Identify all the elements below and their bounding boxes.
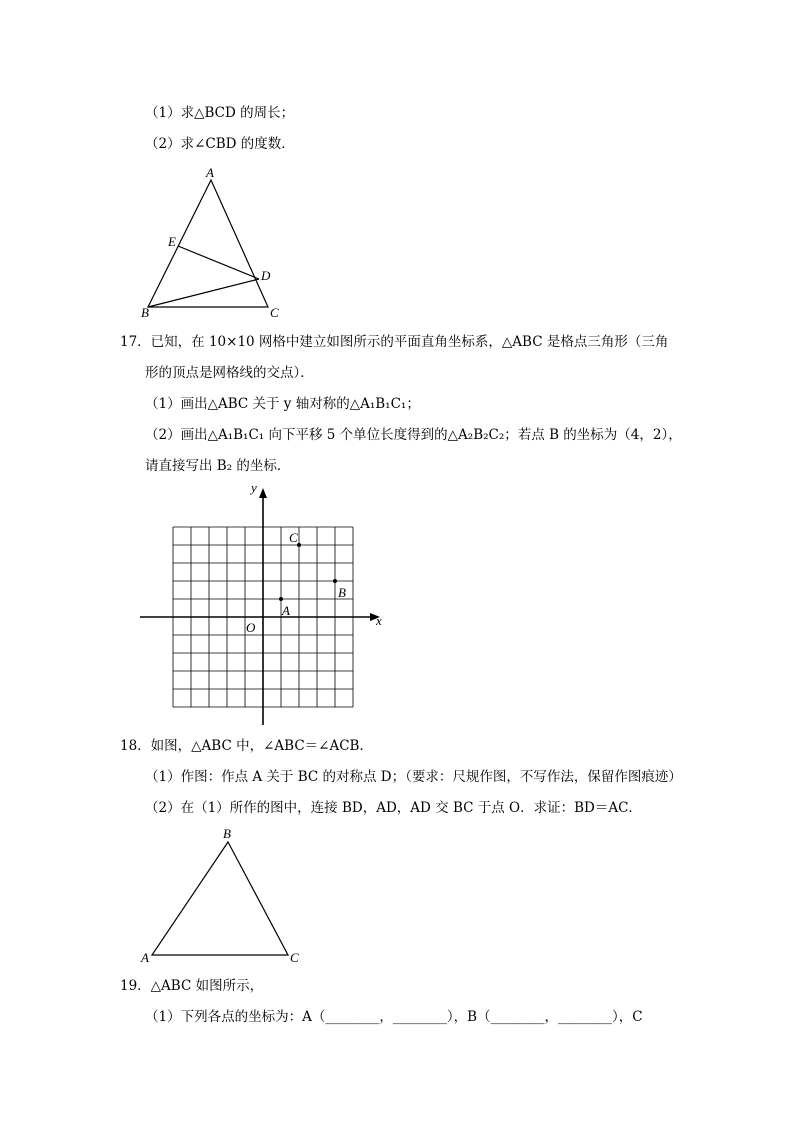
- label-origin: O: [246, 620, 256, 635]
- point-b: [333, 579, 337, 583]
- triangle-abc-isosceles: [152, 842, 288, 955]
- q16-part1: （1）求△BCD 的周长；: [145, 105, 295, 121]
- point-a: [279, 597, 283, 601]
- q19-part1: （1）下列各点的坐标为：A（________，________），B（________，________），C: [145, 1009, 643, 1025]
- q18-line1: 18．如图，△ABC 中，∠ABC＝∠ACB．: [120, 738, 373, 754]
- q18-part1: （1）作图：作点 A 关于 BC 的对称点 D；（要求：尺规作图，不写作法，保留作图痕迹）: [145, 769, 682, 785]
- label-c: C: [290, 950, 299, 965]
- label-b: B: [223, 826, 231, 841]
- q17-line1: 17．已知，在 10×10 网格中建立如图所示的平面直角坐标系，△ABC 是格点三角形（三角: [120, 334, 669, 350]
- label-d: D: [261, 268, 271, 283]
- q17-part2: （2）画出△A₁B₁C₁ 向下平移 5 个单位长度得到的△A₂B₂C₂；若点 B 的坐标为（4，2），: [145, 427, 682, 443]
- segment-ed: [178, 246, 259, 279]
- q17-line2: 形的顶点是网格线的交点）．: [145, 365, 314, 381]
- label-x-axis: x: [376, 613, 382, 628]
- segment-bd: [148, 279, 259, 307]
- q17-part3: 请直接写出 B₂ 的坐标．: [145, 458, 291, 474]
- y-axis-arrow: [259, 488, 267, 498]
- q19-line1: 19．△ABC 如图所示，: [120, 978, 264, 994]
- q17-part1: （1）画出△ABC 关于 y 轴对称的△A₁B₁C₁；: [145, 396, 420, 412]
- label-b: B: [141, 305, 149, 320]
- q16-triangle-figure: [130, 160, 300, 322]
- label-point-c: C: [289, 530, 298, 545]
- label-c: C: [270, 305, 279, 320]
- q17-coordinate-grid: [140, 480, 390, 728]
- label-point-a: A: [282, 603, 290, 618]
- label-y-axis: y: [251, 480, 257, 495]
- q16-part2: （2）求∠CBD 的度数．: [145, 136, 295, 152]
- q18-part2: （2）在（1）所作的图中，连接 BD，AD，AD 交 BC 于点 O．求证：BD＝AC．: [145, 800, 642, 816]
- label-a: A: [206, 165, 214, 180]
- label-point-b: B: [338, 585, 346, 600]
- q18-triangle-figure: [135, 822, 310, 970]
- label-e: E: [168, 234, 176, 249]
- grid-points: [279, 530, 346, 618]
- label-a: A: [141, 950, 149, 965]
- triangle-abc: [148, 180, 268, 307]
